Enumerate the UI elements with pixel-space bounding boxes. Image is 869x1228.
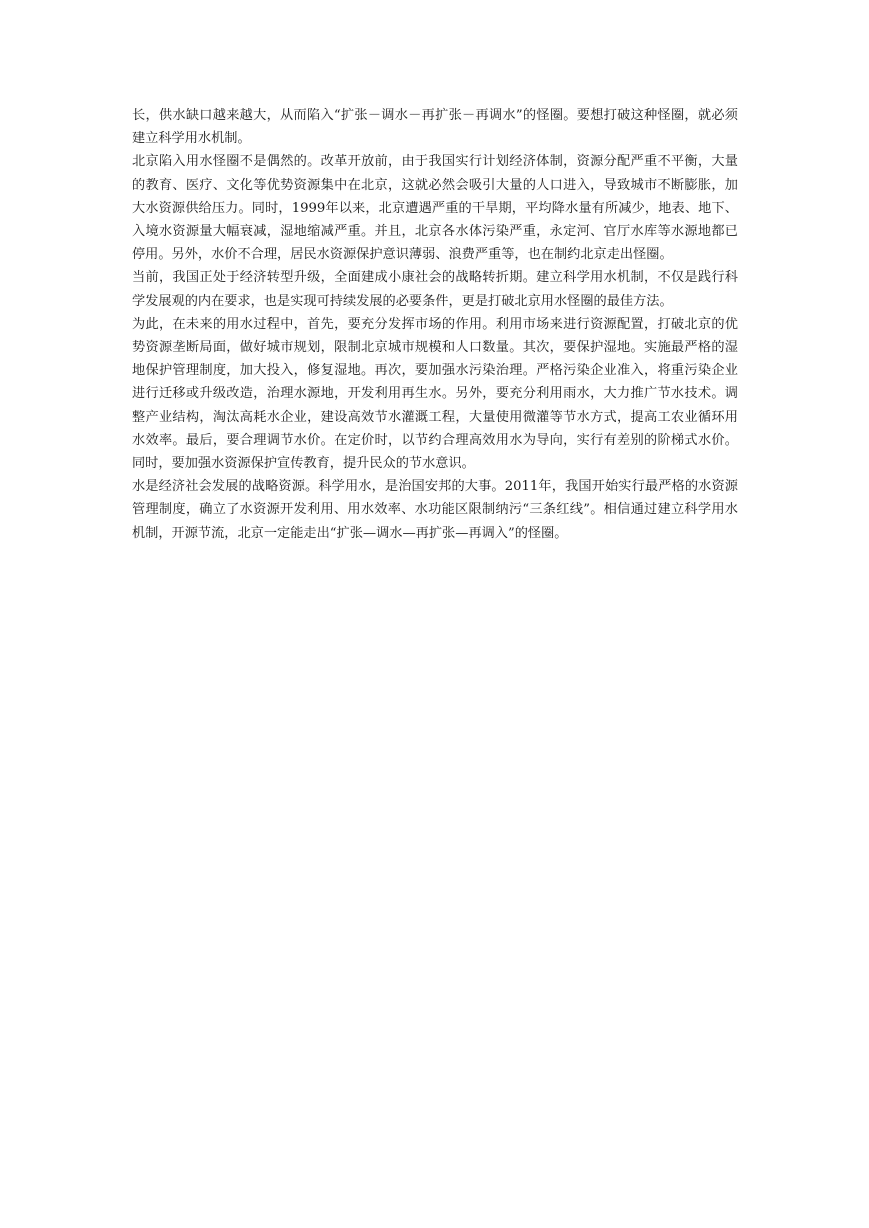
paragraph-4: 为此，在未来的用水过程中，首先，要充分发挥市场的作用。利用市场来进行资源配置，打破北京的优势资源垄断局面，做好城市规划，限制北京城市规模和人口数量。其次，要保护湿地。实施最严格的湿地保护管理制度，加大投入，修复湿地。再次，要加强水污染治理。严格污染企业准入，将重污染企业进行迁移或升级改造，治理水源地，开发利用再生水。另外，要充分利用雨水，大力推广节水技术。调整产业结构，淘汰高耗水企业，建设高效节水灌溉工程，大量使用微灌等节水方式，提高工农业循环用水效率。最后，要合理调节水价。在定价时，以节约合理高效用水为导向，实行有差别的阶梯式水价。同时，要加强水资源保护宣传教育，提升民众的节水意识。 bbox=[132, 316, 738, 472]
paragraph-3: 当前，我国正处于经济转型升级，全面建成小康社会的战略转折期。建立科学用水机制，不仅是践行科学发展观的内在要求，也是实现可持续发展的必要条件，更是打破北京用水怪圈的最佳方法。 bbox=[132, 270, 738, 309]
paragraph-2: 北京陷入用水怪圈不是偶然的。改革开放前，由于我国实行计划经济体制，资源分配严重不平衡，大量的教育、医疗、文化等优势资源集中在北京，这就必然会吸引大量的人口进入，导致城市不断膨胀，加大水资源供给压力。同时，1999年以来，北京遭遇严重的干旱期，平均降水量有所减少，地表、地下、入境水资源量大幅衰减，湿地缩减严重。并且，北京各水体污染严重，永定河、官厅水库等水源地都已停用。另外，水价不合理，居民水资源保护意识薄弱、浪费严重等，也在制约北京走出怪圈。 bbox=[132, 154, 738, 263]
paragraph-5: 水是经济社会发展的战略资源。科学用水，是治国安邦的大事。2011年，我国开始实行最严格的水资源管理制度，确立了水资源开发利用、用水效率、水功能区限制纳污“三条红线”。相信通过建立科学用水机制，开源节流，北京一定能走出“扩张—调水—再扩张—再调入”的怪圈。 bbox=[132, 479, 738, 541]
article-body bbox=[132, 104, 738, 545]
paragraph-1: 长，供水缺口越来越大，从而陷入“扩张－调水－再扩张－再调水”的怪圈。要想打破这种怪圈，就必须建立科学用水机制。 bbox=[132, 108, 738, 147]
